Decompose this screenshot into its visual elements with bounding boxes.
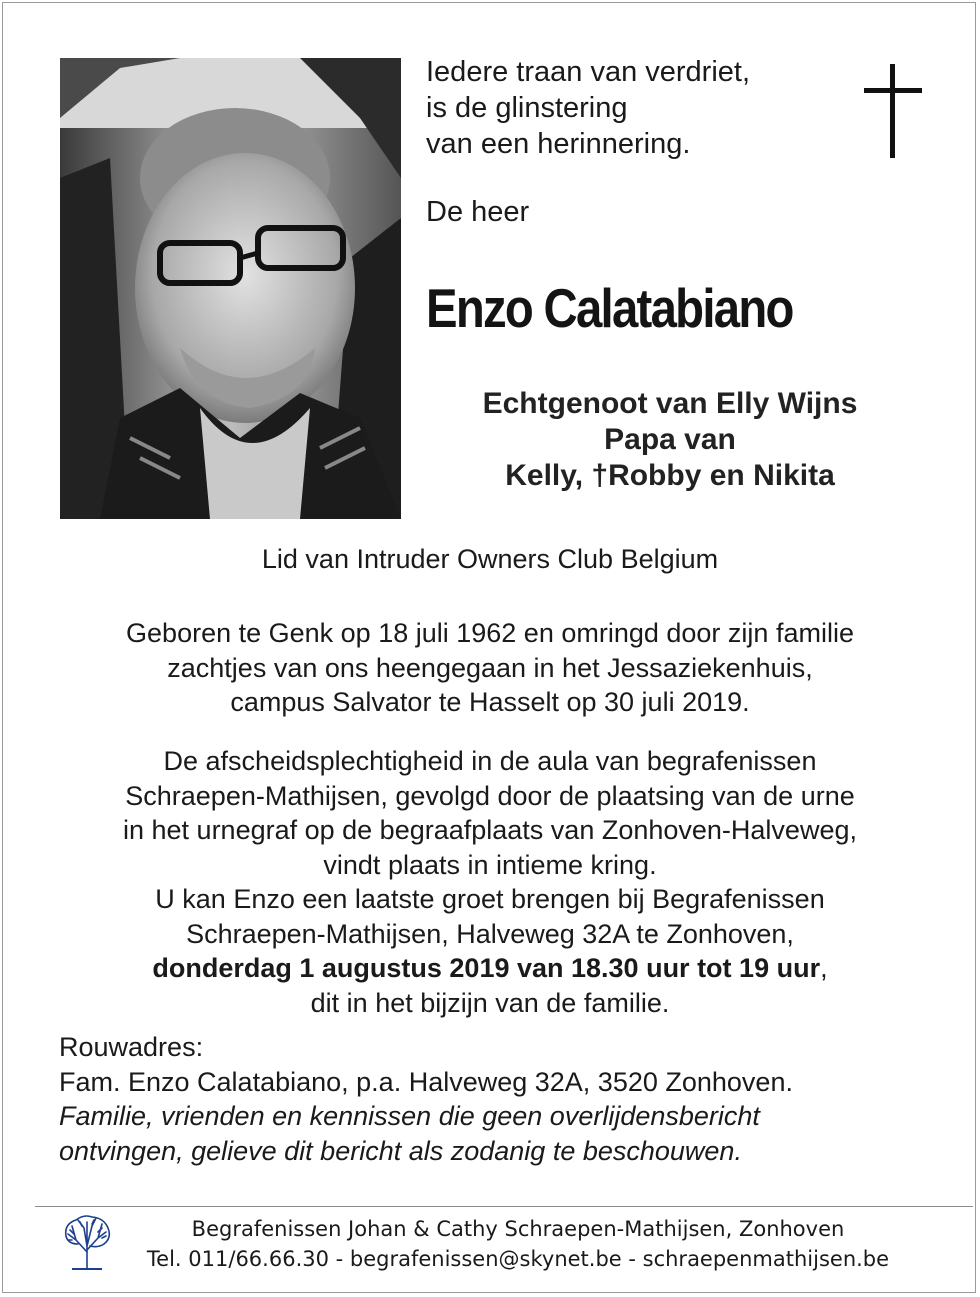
paragraph-line: in het urnegraf op de begraafplaats van Zonhoven-Halveweg, bbox=[123, 815, 857, 845]
visitation-datetime: donderdag 1 augustus 2019 van 18.30 uur tot 19 uur bbox=[152, 953, 821, 983]
address-note: Familie, vrienden en kennissen die geen overlijdensbericht bbox=[59, 1101, 760, 1131]
address-note: ontvingen, gelieve dit bericht als zodanig te beschouwen. bbox=[59, 1135, 742, 1166]
address-label: Rouwadres: bbox=[59, 1032, 204, 1062]
paragraph-line: De afscheidsplechtigheid in de aula van begrafenissen bbox=[163, 746, 817, 776]
verse bbox=[426, 54, 806, 162]
club-membership: Lid van Intruder Owners Club Belgium bbox=[261, 544, 719, 574]
children-line: Kelly, †Robby en Nikita bbox=[505, 459, 835, 492]
visitation-comma: , bbox=[820, 953, 828, 983]
paragraph-line: Geboren te Genk op 18 juli 1962 en omringd door zijn familie bbox=[126, 618, 854, 648]
tree-logo-icon bbox=[62, 1214, 112, 1270]
verse-line: Iedere traan van verdriet, bbox=[426, 56, 751, 88]
funeral-home-name: Begrafenissen Johan & Cathy Schraepen-Mathijsen, Zonhoven bbox=[191, 1217, 845, 1241]
mourning-address bbox=[59, 1030, 793, 1168]
paragraph-line: campus Salvator te Hasselt op 30 juli 2019. bbox=[230, 687, 750, 717]
family-relations bbox=[420, 386, 920, 494]
deceased-name: Enzo Calatabiano bbox=[426, 277, 793, 339]
paragraph-line: Schraepen-Mathijsen, Halveweg 32A te Zonhoven, bbox=[186, 918, 794, 949]
paragraph-line: vindt plaats in intieme kring. bbox=[323, 849, 657, 880]
ceremony-paragraph bbox=[0, 744, 980, 1020]
honorific: De heer bbox=[426, 196, 530, 228]
paragraph-line: dit in het bijzijn van de familie. bbox=[310, 987, 670, 1018]
verse-line: is de glinstering bbox=[426, 92, 628, 124]
birth-death-paragraph bbox=[0, 616, 980, 720]
children-heading: Papa van bbox=[604, 423, 736, 456]
verse-line: van een herinnering. bbox=[426, 128, 691, 160]
paragraph-line: Schraepen-Mathijsen, gevolgd door de plaatsing van de urne bbox=[125, 780, 855, 811]
spouse-line: Echtgenoot van Elly Wijns bbox=[482, 387, 858, 420]
address-value: Fam. Enzo Calatabiano, p.a. Halveweg 32A, 3520 Zonhoven. bbox=[59, 1066, 793, 1097]
footer-divider bbox=[35, 1206, 973, 1207]
funeral-home-contact: Tel. 011/66.66.30 - begrafenissen@skynet.be - schraepenmathijsen.be bbox=[146, 1247, 890, 1271]
paragraph-line: zachtjes van ons heengegaan in het Jessaziekenhuis, bbox=[167, 652, 813, 683]
paragraph-line: U kan Enzo een laatste groet brengen bij Begrafenissen bbox=[155, 884, 825, 914]
visitation-line bbox=[0, 951, 980, 986]
funeral-home-footer bbox=[128, 1214, 908, 1274]
cross-icon bbox=[864, 64, 922, 158]
portrait-photo bbox=[60, 58, 401, 519]
